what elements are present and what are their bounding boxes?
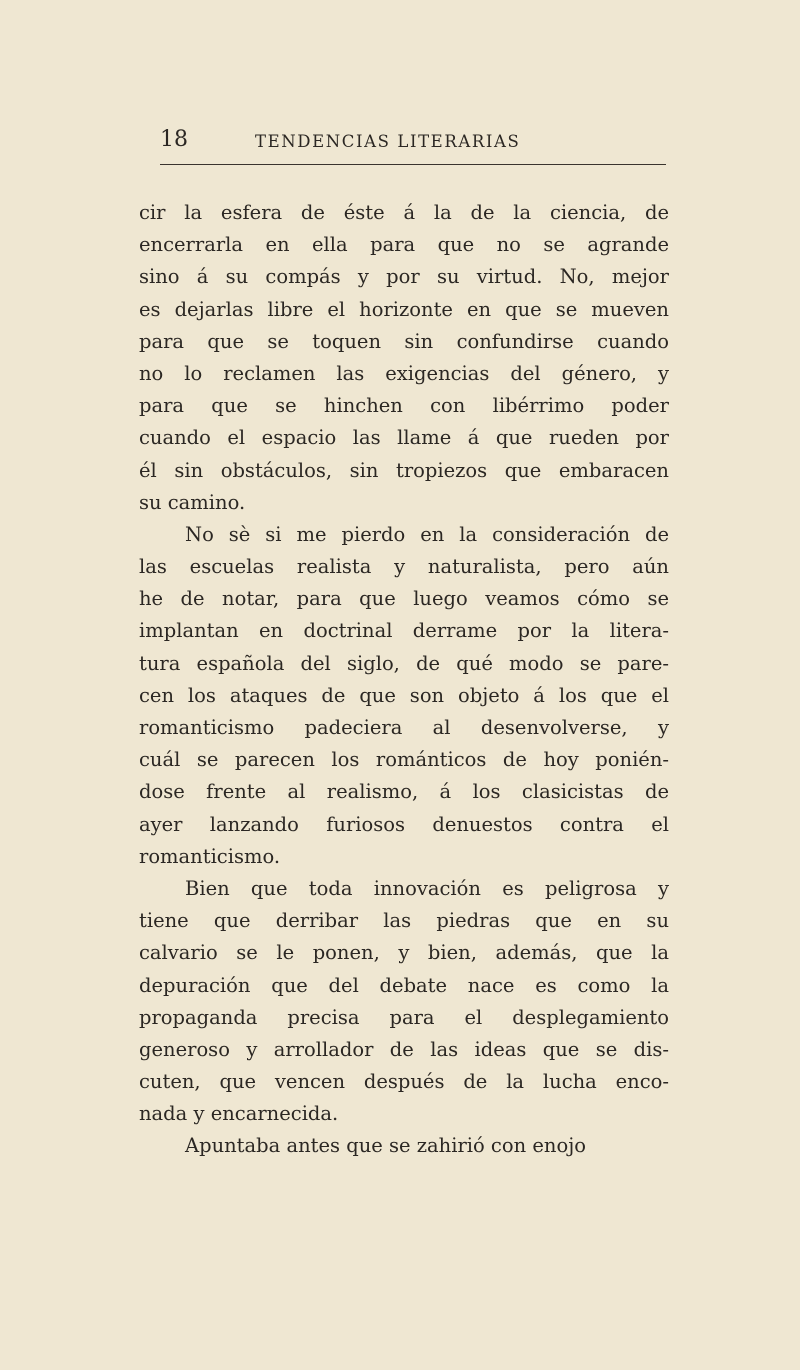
text-line: para que se hinchen con libérrimo poder bbox=[139, 394, 669, 418]
text-line: encerrarla en ella para que no se agrande bbox=[139, 233, 669, 257]
text-line: tiene que derribar las piedras que en su bbox=[139, 909, 669, 933]
header-rule bbox=[160, 164, 666, 165]
page-header bbox=[160, 126, 666, 166]
text-line: ayer lanzando furiosos denuestos contra el bbox=[139, 812, 669, 836]
text-line: dose frente al realismo, á los clasicistas de bbox=[139, 780, 669, 804]
text-line: es dejarlas libre el horizonte en que se mueven bbox=[139, 297, 669, 321]
text-line: romanticismo padeciera al desenvolverse, y bbox=[139, 716, 669, 739]
text-line: las escuelas realista y naturalista, pero aún bbox=[139, 555, 669, 579]
text-line: sino á su compás y por su virtud. No, mejor bbox=[139, 265, 669, 289]
text-line: él sin obstáculos, sin tropiezos que embaracen bbox=[139, 458, 669, 482]
text-line: cuál se parecen los románticos de hoy ponién- bbox=[139, 748, 669, 772]
text-line: implantan en doctrinal derrame por la litera- bbox=[139, 619, 669, 643]
text-line: cuten, que vencen después de la lucha enco- bbox=[139, 1070, 669, 1094]
text-line: su camino. bbox=[139, 490, 246, 514]
text-line: cen los ataques de que son objeto á los que el bbox=[139, 683, 669, 707]
text-line: romanticismo. bbox=[139, 844, 281, 868]
text-line: nada y encarnecida. bbox=[139, 1102, 339, 1126]
text-line: he de notar, para que luego veamos cómo se bbox=[139, 587, 669, 611]
text-line: No sè si me pierdo en la consideración de bbox=[185, 522, 669, 546]
page-number: 18 bbox=[160, 127, 188, 152]
text-line: calvario se le ponen, y bien, además, que la bbox=[139, 941, 669, 965]
text-line: generoso y arrollador de las ideas que se dis- bbox=[139, 1037, 669, 1061]
text-line: Apuntaba antes que se zahirió con enojo bbox=[185, 1134, 586, 1158]
running-head: TENDENCIAS LITERARIAS bbox=[255, 132, 521, 151]
text-line: depuración que del debate nace es como la bbox=[139, 973, 669, 997]
text-line: para que se toquen sin confundirse cuando bbox=[139, 329, 669, 353]
text-line: tura española del siglo, de qué modo se pare- bbox=[139, 651, 669, 675]
body-text bbox=[139, 197, 669, 1163]
text-line: no lo reclamen las exigencias del género, y bbox=[139, 361, 669, 385]
text-line: propaganda precisa para el desplegamiento bbox=[139, 1005, 669, 1029]
text-line: Bien que toda innovación es peligrosa y bbox=[185, 876, 669, 900]
text-line: cuando el espacio las llame á que rueden por bbox=[139, 426, 669, 450]
text-line: cir la esfera de éste á la de la ciencia, de bbox=[139, 201, 669, 224]
